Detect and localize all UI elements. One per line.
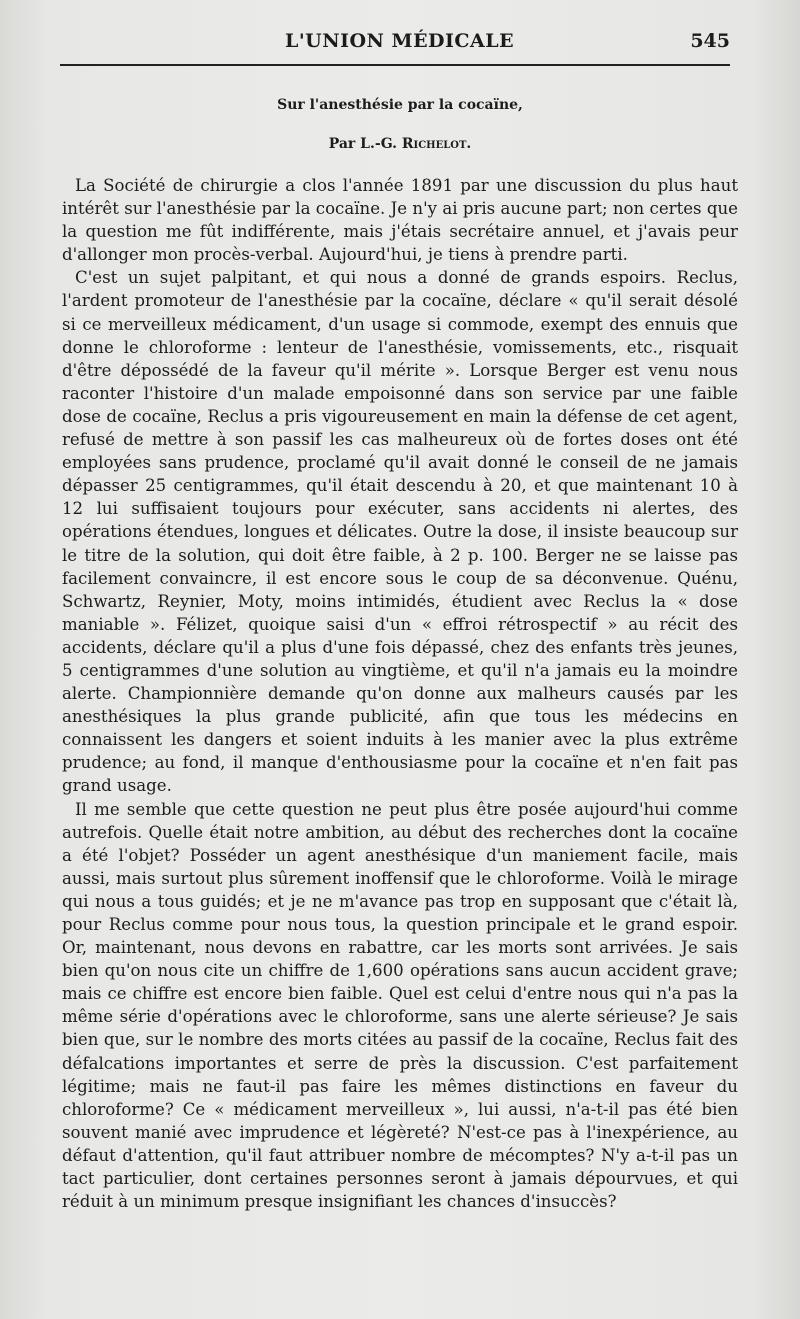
byline-prefix: Par L.-G. [328, 136, 402, 152]
paragraph: C'est un sujet palpitant, et qui nous a donné de grands espoirs. Reclus, l'ardent promoteur de l'anesthésie par la cocaïne, déclare « qu'il serait désolé si ce merveilleux médicament, d'un usage si commode, exempt des ennuis que donne le chloroforme : lenteur de l'anesthésie, vomissements, etc., risquait d'être dépossédé de la faveur qu'il mérite ». Lorsque Berger est venu nous raconter l'histoire d'un malade empoisonné dans son service par une faible dose de cocaïne, Reclus a pris vigoureusement en main la défense de cet agent, refusé de mettre à son passif les cas malheureux où de fortes doses ont été employées sans prudence, proclamé qu'il avait donné le conseil de ne jamais dépasser 25 centigrammes, qu'il était descendu à 20, et que maintenant 10 à 12 lui suffisaient toujours pour exécuter, sans accidents ni alertes, des opérations étendues, longues et délicates. Outre la dose, il insiste beaucoup sur le titre de la solution, qui doit être faible, à 2 p. 100. Berger ne se laisse pas facilement convaincre, il est encore sous le coup de sa déconvenue. Quénu, Schwartz, Reynier, Moty, moins intimidés, étudient avec Reclus la « dose maniable ». Félizet, quoique saisi d'un « effroi rétrospectif » au récit des accidents, déclare qu'il a plus d'une fois dépassé, chez des enfants très jeunes, 5 centigrammes d'une solution au vingtième, et qu'il n'a jamais eu la moindre alerte. Championnière demande qu'on donne aux malheurs causés par les anesthésiques la plus grande publicité, afin que tous les médecins en connaissent les dangers et soient induits à les manier avec la plus extrême prudence; au fond, il manque d'enthousiasme pour la cocaïne et n'en fait pas grand usage. [62, 268, 738, 796]
header-rule [60, 64, 730, 66]
running-head [60, 30, 730, 60]
byline [0, 136, 800, 152]
page-number: 545 [690, 30, 730, 52]
author-name: Richelot. [401, 136, 472, 152]
paragraph: La Société de chirurgie a clos l'année 1891 par une discussion du plus haut intérêt sur l'anesthésie par la cocaïne. Je n'y ai pris aucune part; non certes que la question me fût indifférente, mais j'étais secrétaire annuel, et j'avais peur d'allonger mon procès-verbal. Aujourd'hui, je tiens à prendre parti. [62, 176, 738, 265]
article-title: Sur l'anesthésie par la cocaïne, [277, 97, 523, 113]
paragraph: Il me semble que cette question ne peut plus être posée aujourd'hui comme autrefois. Quelle était notre ambition, au début des recherches dont la cocaïne a été l'objet? Posséder un agent anesthésique d'un maniement facile, mais aussi, mais surtout plus sûrement inoffensif que le chloroforme. Voilà le mirage qui nous a tous guidés; et je ne m'avance pas trop en supposant que c'était là, pour Reclus comme pour nous tous, la question principale et le grand espoir. Or, maintenant, nous devons en rabattre, car les morts sont arrivées. Je sais bien qu'on nous cite un chiffre de 1,600 opérations sans aucun accident grave; mais ce chiffre est encore bien faible. Quel est celui d'entre nous qui n'a pas la même série d'opérations avec le chloroforme, sans une alerte sérieuse? Je sais bien que, sur le nombre des morts citées au passif de la cocaïne, Reclus fait des défalcations importantes et serre de près la discussion. C'est parfaitement légitime; mais ne faut-il pas faire les mêmes distinctions en faveur du chloroforme? Ce « médicament merveilleux », lui aussi, n'a-t-il pas été bien souvent manié avec imprudence et légèreté? N'est-ce pas à l'inexpérience, au défaut d'attention, qu'il faut attribuer nombre de mécomptes? N'y a-t-il pas un tact particulier, dont certaines personnes seront à jamais dépourvues, et qui réduit à un minimum presque insignifiant les chances d'insuccès? [62, 799, 738, 1212]
article-body [62, 174, 738, 1213]
journal-title: L'UNION MÉDICALE [285, 30, 515, 52]
